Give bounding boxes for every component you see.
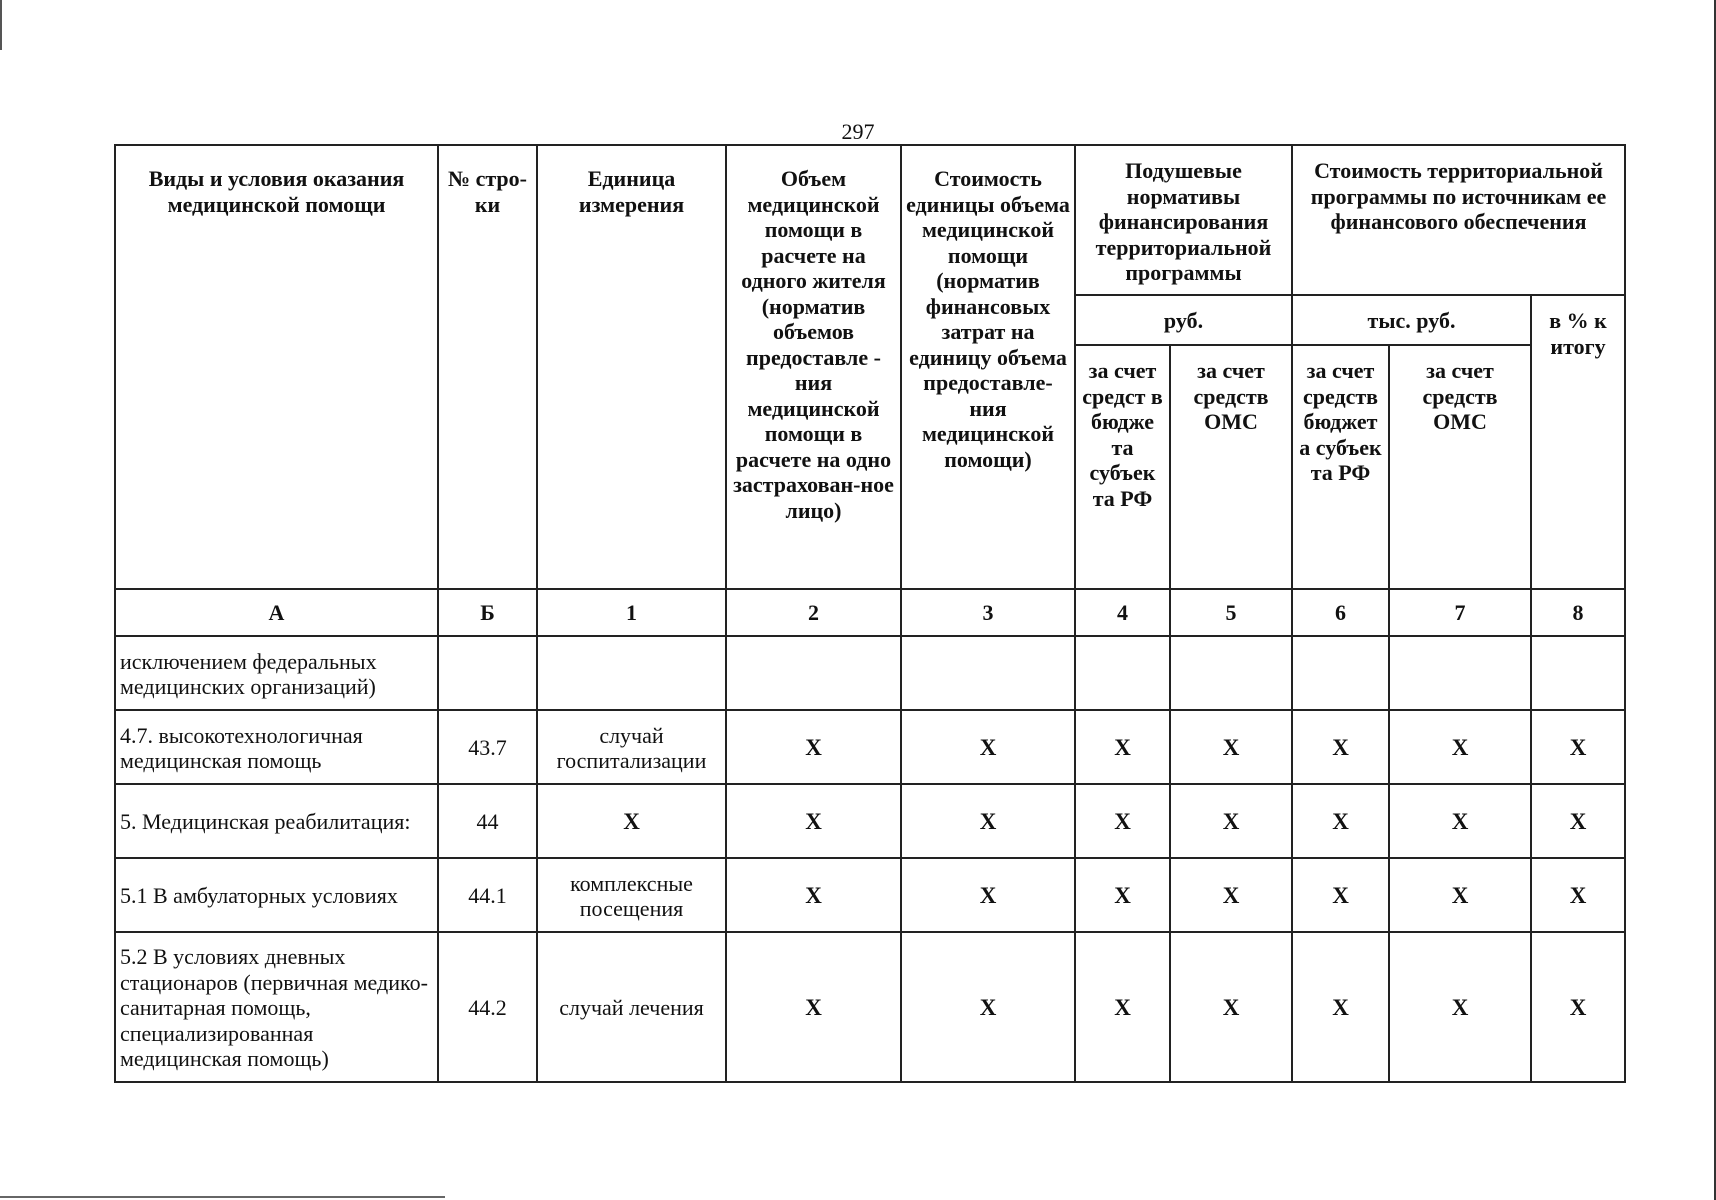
row-value: X bbox=[726, 932, 901, 1082]
row-value: X bbox=[901, 710, 1075, 784]
header-volume: Объем медицинской помощи в расчете на одного жителя (норматив объемов предоставле - ния медицинской помощи в расчете на одно застрахован-ное лицо) bbox=[726, 145, 901, 589]
index-cell: 2 bbox=[726, 589, 901, 636]
row-value: X bbox=[1531, 784, 1625, 858]
header-unit: Единица измерения bbox=[537, 145, 726, 589]
row-value: X bbox=[1389, 784, 1531, 858]
scan-edge-left bbox=[0, 0, 2, 50]
table-row bbox=[115, 858, 1625, 932]
row-number: 44.2 bbox=[438, 932, 537, 1082]
header-unit-thousand-rub: тыс. руб. bbox=[1292, 295, 1531, 345]
row-unit: X bbox=[537, 784, 726, 858]
row-value: X bbox=[1170, 710, 1292, 784]
scan-edge-bottom bbox=[0, 1196, 445, 1198]
row-value: X bbox=[1292, 858, 1389, 932]
row-number: 44.1 bbox=[438, 858, 537, 932]
table-row bbox=[115, 784, 1625, 858]
index-cell: 5 bbox=[1170, 589, 1292, 636]
row-value bbox=[1531, 636, 1625, 710]
row-unit bbox=[537, 636, 726, 710]
header-subject-budget-rub: за счет средст в бюдже та субъек та РФ bbox=[1075, 345, 1170, 589]
row-number: 43.7 bbox=[438, 710, 537, 784]
index-cell: 3 bbox=[901, 589, 1075, 636]
index-cell: 1 bbox=[537, 589, 726, 636]
row-value: X bbox=[726, 784, 901, 858]
row-value bbox=[1075, 636, 1170, 710]
row-value: X bbox=[1170, 784, 1292, 858]
row-value: X bbox=[901, 932, 1075, 1082]
index-cell: 8 bbox=[1531, 589, 1625, 636]
row-value: X bbox=[1292, 784, 1389, 858]
table-row bbox=[115, 932, 1625, 1082]
row-value bbox=[726, 636, 901, 710]
row-value bbox=[1170, 636, 1292, 710]
row-number bbox=[438, 636, 537, 710]
header-per-capita-group: Подушевые нормативы финансирования территориальной программы bbox=[1075, 145, 1292, 295]
row-name: 5.1 В амбулаторных условиях bbox=[115, 858, 438, 932]
program-cost-table bbox=[114, 144, 1626, 1083]
row-value: X bbox=[901, 784, 1075, 858]
row-value: X bbox=[1170, 932, 1292, 1082]
row-value: X bbox=[901, 858, 1075, 932]
row-value: X bbox=[726, 710, 901, 784]
row-value: X bbox=[1389, 858, 1531, 932]
header-percent-total: в % к итогу bbox=[1531, 295, 1625, 589]
row-number: 44 bbox=[438, 784, 537, 858]
row-value: X bbox=[1292, 710, 1389, 784]
header-unit-rub: руб. bbox=[1075, 295, 1292, 345]
header-kind-conditions: Виды и условия оказания медицинской помощи bbox=[115, 145, 438, 589]
row-unit: случай госпитализации bbox=[537, 710, 726, 784]
header-oms-rub: за счет средств ОМС bbox=[1170, 345, 1292, 589]
row-value: X bbox=[1075, 858, 1170, 932]
row-value: X bbox=[1170, 858, 1292, 932]
row-name: исключением федеральных медицинских организаций) bbox=[115, 636, 438, 710]
header-row-number: № стро-ки bbox=[438, 145, 537, 589]
header-oms-thousand: за счет средств ОМС bbox=[1389, 345, 1531, 589]
row-value: X bbox=[1389, 710, 1531, 784]
page-number: 297 bbox=[841, 119, 875, 144]
row-unit: комплексные посещения bbox=[537, 858, 726, 932]
row-value: X bbox=[1075, 710, 1170, 784]
row-value: X bbox=[1075, 784, 1170, 858]
row-value bbox=[901, 636, 1075, 710]
header-program-cost-group: Стоимость территориальной программы по источникам ее финансового обеспечения bbox=[1292, 145, 1625, 295]
header-subject-budget-thousand: за счет средств бюджет а субъек та РФ bbox=[1292, 345, 1389, 589]
table-row bbox=[115, 636, 1625, 710]
index-cell: 6 bbox=[1292, 589, 1389, 636]
row-value: X bbox=[1389, 932, 1531, 1082]
row-value: X bbox=[1075, 932, 1170, 1082]
row-value: X bbox=[1531, 710, 1625, 784]
row-name: 5.2 В условиях дневных стационаров (первичная медико-санитарная помощь, специализированная медицинская помощь) bbox=[115, 932, 438, 1082]
table-row bbox=[115, 710, 1625, 784]
index-cell: Б bbox=[438, 589, 537, 636]
index-cell: А bbox=[115, 589, 438, 636]
row-value: X bbox=[1531, 932, 1625, 1082]
header-unit-cost: Стоимость единицы объема медицинской помощи (норматив финансовых затрат на единицу объема предоставле-ния медицинской помощи) bbox=[901, 145, 1075, 589]
index-cell: 7 bbox=[1389, 589, 1531, 636]
row-name: 5. Медицинская реабилитация: bbox=[115, 784, 438, 858]
row-value: X bbox=[1531, 858, 1625, 932]
row-value bbox=[1292, 636, 1389, 710]
row-value: X bbox=[1292, 932, 1389, 1082]
row-name: 4.7. высокотехнологичная медицинская помощь bbox=[115, 710, 438, 784]
row-value bbox=[1389, 636, 1531, 710]
row-unit: случай лечения bbox=[537, 932, 726, 1082]
column-index-row bbox=[115, 589, 1625, 636]
row-value: X bbox=[726, 858, 901, 932]
index-cell: 4 bbox=[1075, 589, 1170, 636]
